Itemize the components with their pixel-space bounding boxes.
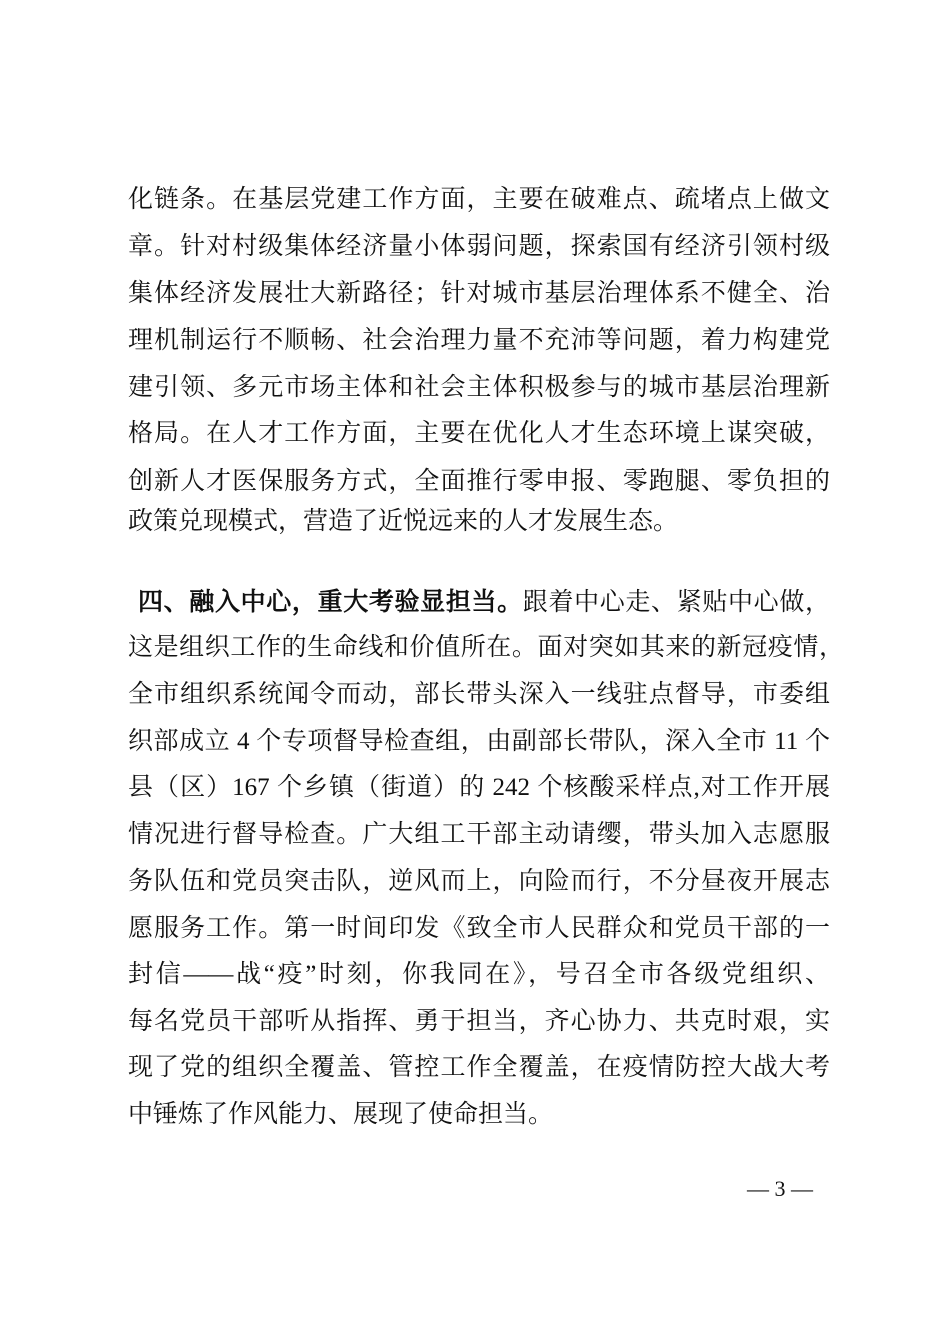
text-line: 织部成立 4 个专项督导检查组，由副部长带队，深入全市 11 个 <box>128 728 830 755</box>
text-line: 全市组织系统闻令而动，部长带头深入一线驻点督导，市委组 <box>128 681 830 708</box>
text-line: 封信——战“疫”时刻，你我同在》，号召全市各级党组织、 <box>128 961 830 988</box>
text-line: 政策兑现模式，营造了近悦远来的人才发展生态。 <box>128 508 679 535</box>
text-line: 务队伍和党员突击队，逆风而上，向险而行，不分昼夜开展志 <box>128 868 830 895</box>
text-span: 跟着中心走、紧贴中心做， <box>522 589 830 616</box>
text-line: 中锤炼了作风能力、展现了使命担当。 <box>128 1101 554 1128</box>
text-line: 现了党的组织全覆盖、管控工作全覆盖，在疫情防控大战大考 <box>128 1054 830 1081</box>
text-line: 情况进行督导检查。广大组工干部主动请缨，带头加入志愿服 <box>128 821 830 848</box>
text-line: 集体经济发展壮大新路径；针对城市基层治理体系不健全、治 <box>128 280 830 307</box>
text-line: 这是组织工作的生命线和价值所在。面对突如其来的新冠疫情， <box>128 634 844 661</box>
section-heading: 四、融入中心，重大考验显担当。 <box>138 587 523 616</box>
text-line: 建引领、多元市场主体和社会主体积极参与的城市基层治理新 <box>128 374 830 401</box>
text-line: 章。针对村级集体经济量小体弱问题，探索国有经济引领村级 <box>128 233 830 260</box>
text-line: 理机制运行不顺畅、社会治理力量不充沛等问题，着力构建党 <box>128 327 830 354</box>
text-line: 县（区）167 个乡镇（街道）的 242 个核酸采样点,对工作开展 <box>128 774 830 801</box>
text-line: 化链条。在基层党建工作方面，主要在破难点、疏堵点上做文 <box>128 186 830 213</box>
page-number: — 3 — <box>747 1176 813 1201</box>
text-line: 愿服务工作。第一时间印发《致全市人民群众和党员干部的一 <box>128 915 830 942</box>
heading-line <box>138 579 830 625</box>
text-line: 每名党员干部听从指挥、勇于担当，齐心协力、共克时艰，实 <box>128 1008 830 1035</box>
text-line: 格局。在人才工作方面，主要在优化人才生态环境上谋突破， <box>128 420 830 447</box>
text-line: 创新人才医保服务方式，全面推行零申报、零跑腿、零负担的 <box>128 468 830 495</box>
